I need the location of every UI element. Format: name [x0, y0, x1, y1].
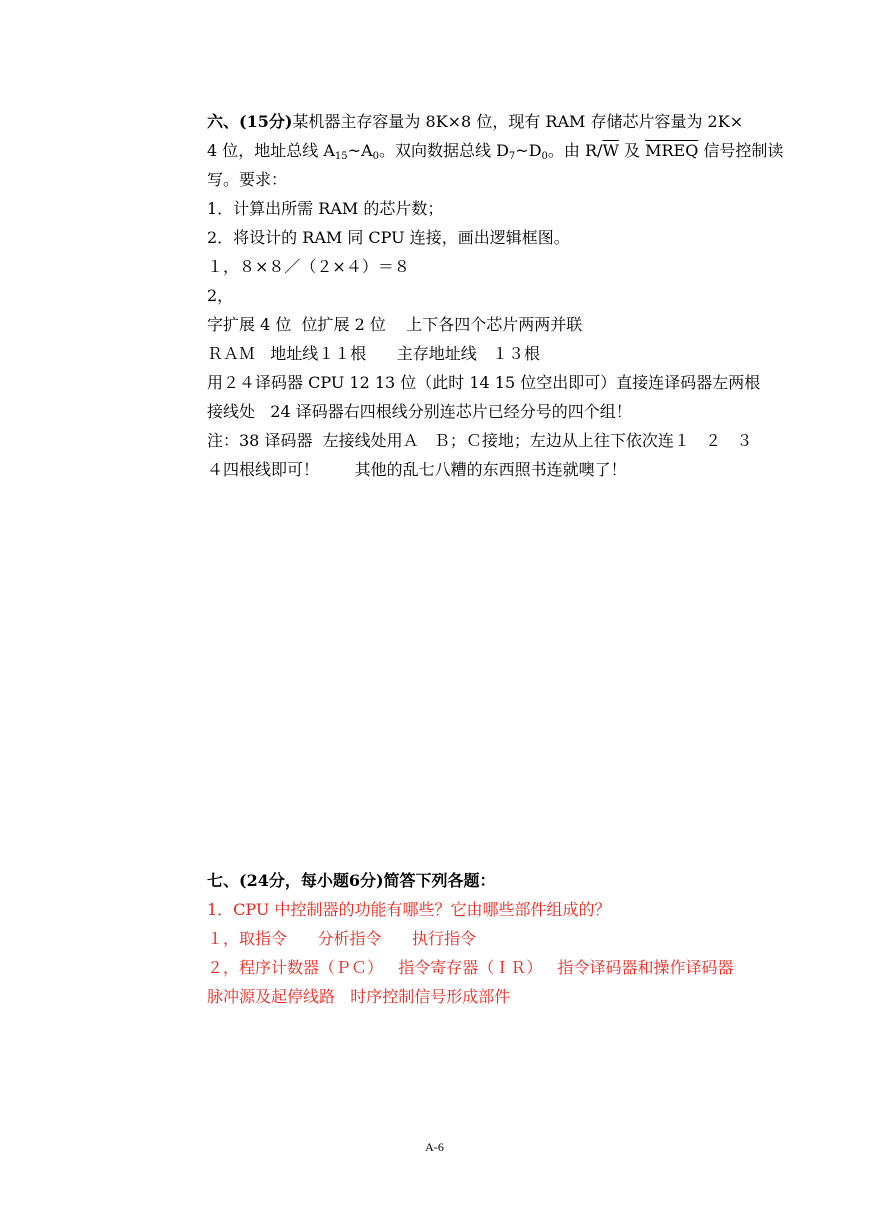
- q6-answer-1: １，８×８／（２×４）＝８: [207, 257, 410, 276]
- page-number: A-6: [425, 1140, 444, 1154]
- q6-answer-7: 注：38 译码器 左接线处用Ａ Ｂ；Ｃ接地；左边从上往下依次连１ ２ ３: [207, 431, 753, 450]
- q6-answer-6: 接线处 24 译码器右四根线分别连芯片已经分号的四个组！: [207, 402, 632, 421]
- q6-answer-4: ＲＡＭ 地址线１１根 主存地址线 １３根: [207, 344, 541, 363]
- q7-answer-2: ２，程序计数器（ＰＣ） 指令寄存器（ＩＲ） 指令译码器和操作译码器: [207, 958, 734, 977]
- q6-text-1: 某机器主存容量为 8K×8 位，现有 RAM 存储芯片容量为 2K×: [292, 112, 744, 131]
- q6-heading: 六、(15分): [207, 112, 293, 131]
- q6-answer-3: 字扩展 4 位 位扩展 2 位 上下各四个芯片两两并联: [207, 315, 583, 334]
- mreq-bar: MREQ: [645, 141, 699, 160]
- q6-line-3: 写。要求：: [207, 170, 288, 189]
- q6-line-2: 4 位，地址总线 $A_{15}\sim A_0$。双向数据总线 $D_7\sim D_0$。由 $R/\overline{W}$ 及 MREQ 信号控制读: [207, 141, 784, 162]
- q6-line-1: [207, 112, 743, 132]
- q7-question-1: 1．CPU 中控制器的功能有哪些？它由哪些部件组成的？: [207, 900, 611, 919]
- q7-answer-3: 脉冲源及起停线路 时序控制信号形成部件: [207, 987, 511, 1006]
- q7-heading: 七、(24分，每小题6分)简答下列各题：: [207, 871, 496, 890]
- q6-requirement-1: 1．计算出所需 RAM 的芯片数；: [207, 199, 444, 218]
- q6-answer-8: ４四根线即可！ 其他的乱七八糟的东西照书连就噢了！: [207, 460, 627, 479]
- q6-answer-5: 用２４译码器 CPU 12 13 位（此时 14 15 位空出即可）直接连译码器左两根: [207, 373, 761, 392]
- q6-answer-2: 2，: [207, 286, 234, 305]
- q7-answer-1: １，取指令 分析指令 执行指令: [207, 929, 477, 948]
- q6-requirement-2: 2．将设计的 RAM 同 CPU 连接，画出逻辑框图。: [207, 228, 570, 247]
- w-bar: $\overline{W}$: [602, 141, 619, 160]
